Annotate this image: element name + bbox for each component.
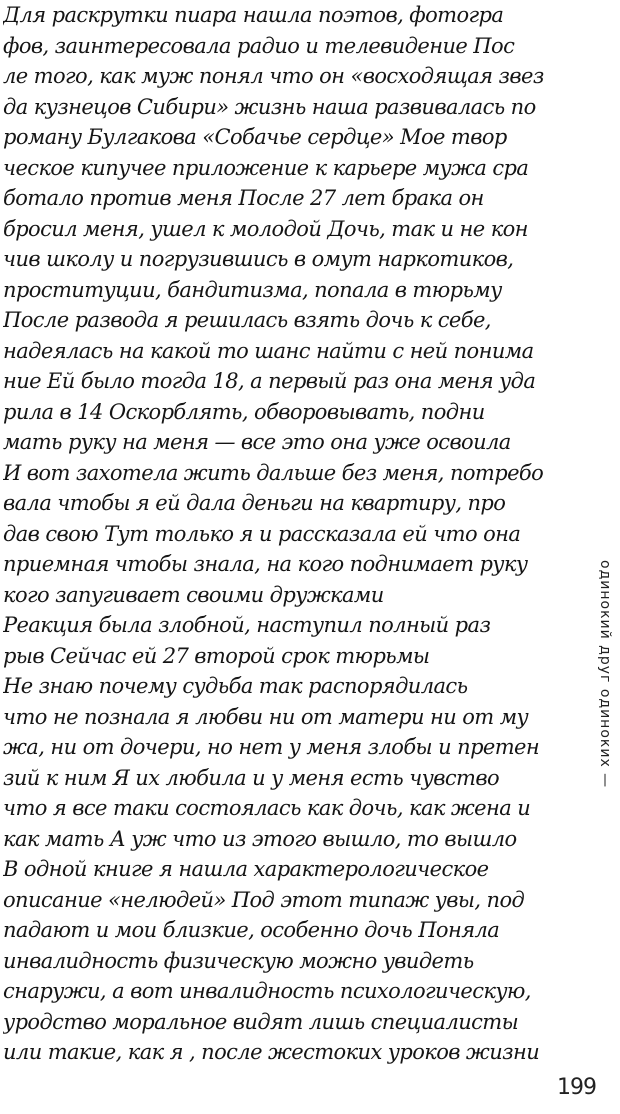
text-line: зий к ним Я их любила и у меня есть чувство [3,765,500,790]
text-line: как мать А уж что из этого вышло, то вышло [3,826,517,851]
text-line: ле того, как муж понял что он «восходящая звез [3,64,544,88]
running-header: одинокий друг одиноких — [597,560,613,789]
text-line: рыв Сейчас ей 27 второй срок тюрьмы [3,643,430,668]
text-line: надеялась на какой то шанс найти с ней понима [3,338,534,363]
text-line: что не познала я любви ни от матери ни от му [3,704,529,729]
text-line: приемная чтобы знала, на кого поднимает руку [3,552,528,576]
text-line: падают и мои близкие, особенно дочь Поняла [3,918,500,942]
text-line: вала чтобы я ей дала деньги на квартиру, про [3,491,506,515]
body-text [3,0,575,1068]
text-line: дав свою Тут только я и рассказала ей что она [3,521,521,546]
text-line: кого запугивает своими дружками [3,582,384,607]
text-line: ботало против меня После 27 лет брака он [3,186,484,210]
text-line: Не знаю почему судьба так распорядилась [3,674,468,698]
text-line: что я все таки состоялась как дочь, как жена и [3,796,531,820]
text-line: Для раскрутки пиара нашла поэтов, фотогра [3,3,504,27]
page-number: 199 [557,1075,596,1100]
text-line: или такие, как я , после жестоких уроков жизни [3,1040,540,1064]
text-line: И вот захотела жить дальше без меня, потребо [3,460,544,485]
text-line: описание «нелюдей» Под этот типаж увы, под [3,887,525,912]
text-line: фов, заинтересовала радио и телевидение Пос [3,33,515,58]
text-line: да кузнецов Сибири» жизнь наша развивалась по [3,94,536,119]
text-line: инвалидность физическую можно увидеть [3,948,474,973]
text-line: бросил меня, ушел к молодой Дочь, так и не кон [3,216,528,241]
text-line: чив школу и погрузившись в омут наркотиков, [3,247,514,271]
text-line: ческое кипучее приложение к карьере мужа сра [3,155,529,180]
text-line: рила в 14 Оскорблять, обворовывать, подни [3,399,485,424]
text-line: уродство моральное видят лишь специалисты [3,1009,519,1034]
text-line: снаружи, а вот инвалидность психологическую, [3,979,531,1003]
text-line: проституции, бандитизма, попала в тюрьму [3,277,502,302]
text-line: ние Ей было тогда 18, а первый раз она меня уда [3,369,536,393]
text-line: В одной книге я нашла характерологическое [3,857,489,881]
text-line: роману Булгакова «Собачье сердце» Мое твор [3,125,507,149]
text-line: Реакция была злобной, наступил полный раз [3,613,491,637]
text-line: жа, ни от дочери, но нет у меня злобы и претен [3,735,540,759]
text-line: мать руку на меня — все это она уже освоила [3,430,511,454]
text-line: После развода я решилась взять дочь к себе, [3,308,491,332]
